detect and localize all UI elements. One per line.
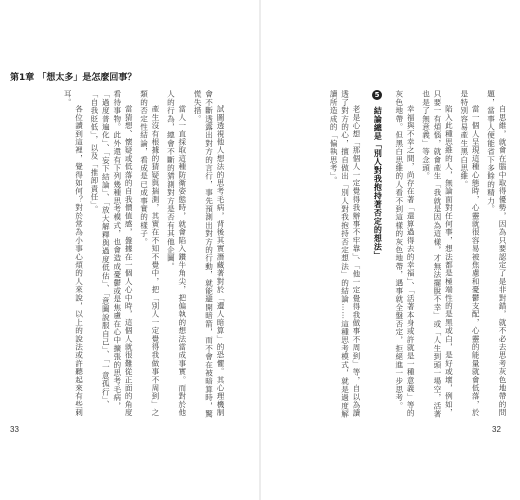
- paragraph: 試圖透視他人想法的思考毛病，背後其實潛藏著對於「遭人暗算」的恐懼。其心理機制會不斷透露出對方的言行，事先預測出對方的行動，就能避開暗箭，而不會在被暗算時，驚慌失措。: [193, 90, 225, 418]
- right-page: [260, 0, 520, 500]
- left-page-body: [63, 90, 226, 420]
- page-number: 32: [492, 425, 501, 434]
- paragraph: 產生沒有根據的猜疑與揣測，其實在不知不覺中，把「別人一定覺得我做事不周到」之類的否定性結論，看成是已成事實的樣子。: [139, 90, 160, 417]
- paragraph: 各位讀到這裡，覺得如何？對於常為小事心煩的人來說，以上的說法或許聽起來有些刺耳。: [63, 90, 84, 417]
- right-page-body: [270, 90, 508, 420]
- paragraph: 幸福與不幸之間，尚存在著「還算過得去的幸福」、「活著本身或許就是一種意義」等的灰色地帶。但黑白思維的人看不到這樣的灰色地帶，遇事就全盤否定，拒絕進一步思考。: [394, 90, 416, 418]
- paragraph: 當一個人呈現這種心態時，心靈就很容易被焦慮和憂鬱支配，心靈的能量就會低落，於是特別容易產生黑白思維。: [459, 90, 481, 417]
- running-head: 第1章 「想太多」是怎麼回事？: [10, 73, 137, 83]
- page-number: 33: [10, 425, 19, 434]
- paragraph: 當猜想、懷疑或低落的自我價值感，盤據在一個人心中時，這個人就很難從正面的角度看待事物。此外還有下列幾種思考模式，也會造成憂鬱或是焦慮在心中擴張的思考毛病，「過度普遍化」、「妄下結論」、「放大解釋與過度低估」、「意圖說服自己」、「一意孤行」、「自我貶低」，以及「推卸責任」。: [89, 90, 134, 417]
- section-title: 結論總是「別人對我抱持著否定的想法」: [373, 106, 383, 260]
- paragraph: 陷入此種思維的人，無論面對任何事，想法都是極端性的是黑或白，是好或壞，例如，只要一有煩惱，就會產生「我就是因為這樣，才無法擺脫不幸」或「人生到頭一場空，活著也是了無意義」等念頭。: [421, 90, 454, 418]
- paragraph: 老是心想「那個人一定覺得我辦事不牢靠」、「他一定覺得我做事不周到」等，自以為讀透了對方的心，擅自做出「別人對我抱持否定想法」的結論……這種思考模式，就是過度解讀所造成的「偏執思考」。: [329, 90, 361, 418]
- paragraph: 當人一直採取這種防衛姿態時，就會陷入鑽牛角尖，把偏執的想法當成事實。而對於他人的行為，總會不斷的猜測對方是否有其他企圖。: [166, 90, 187, 417]
- paragraph: 自思維，就會在腦中取得優勢，因為只要認定了是非對錯，就不必去思考灰色地帶的問題，當事人便能省下多餘的精力。: [486, 90, 507, 417]
- section-number-badge: 5: [372, 90, 382, 100]
- section-heading: [372, 90, 383, 420]
